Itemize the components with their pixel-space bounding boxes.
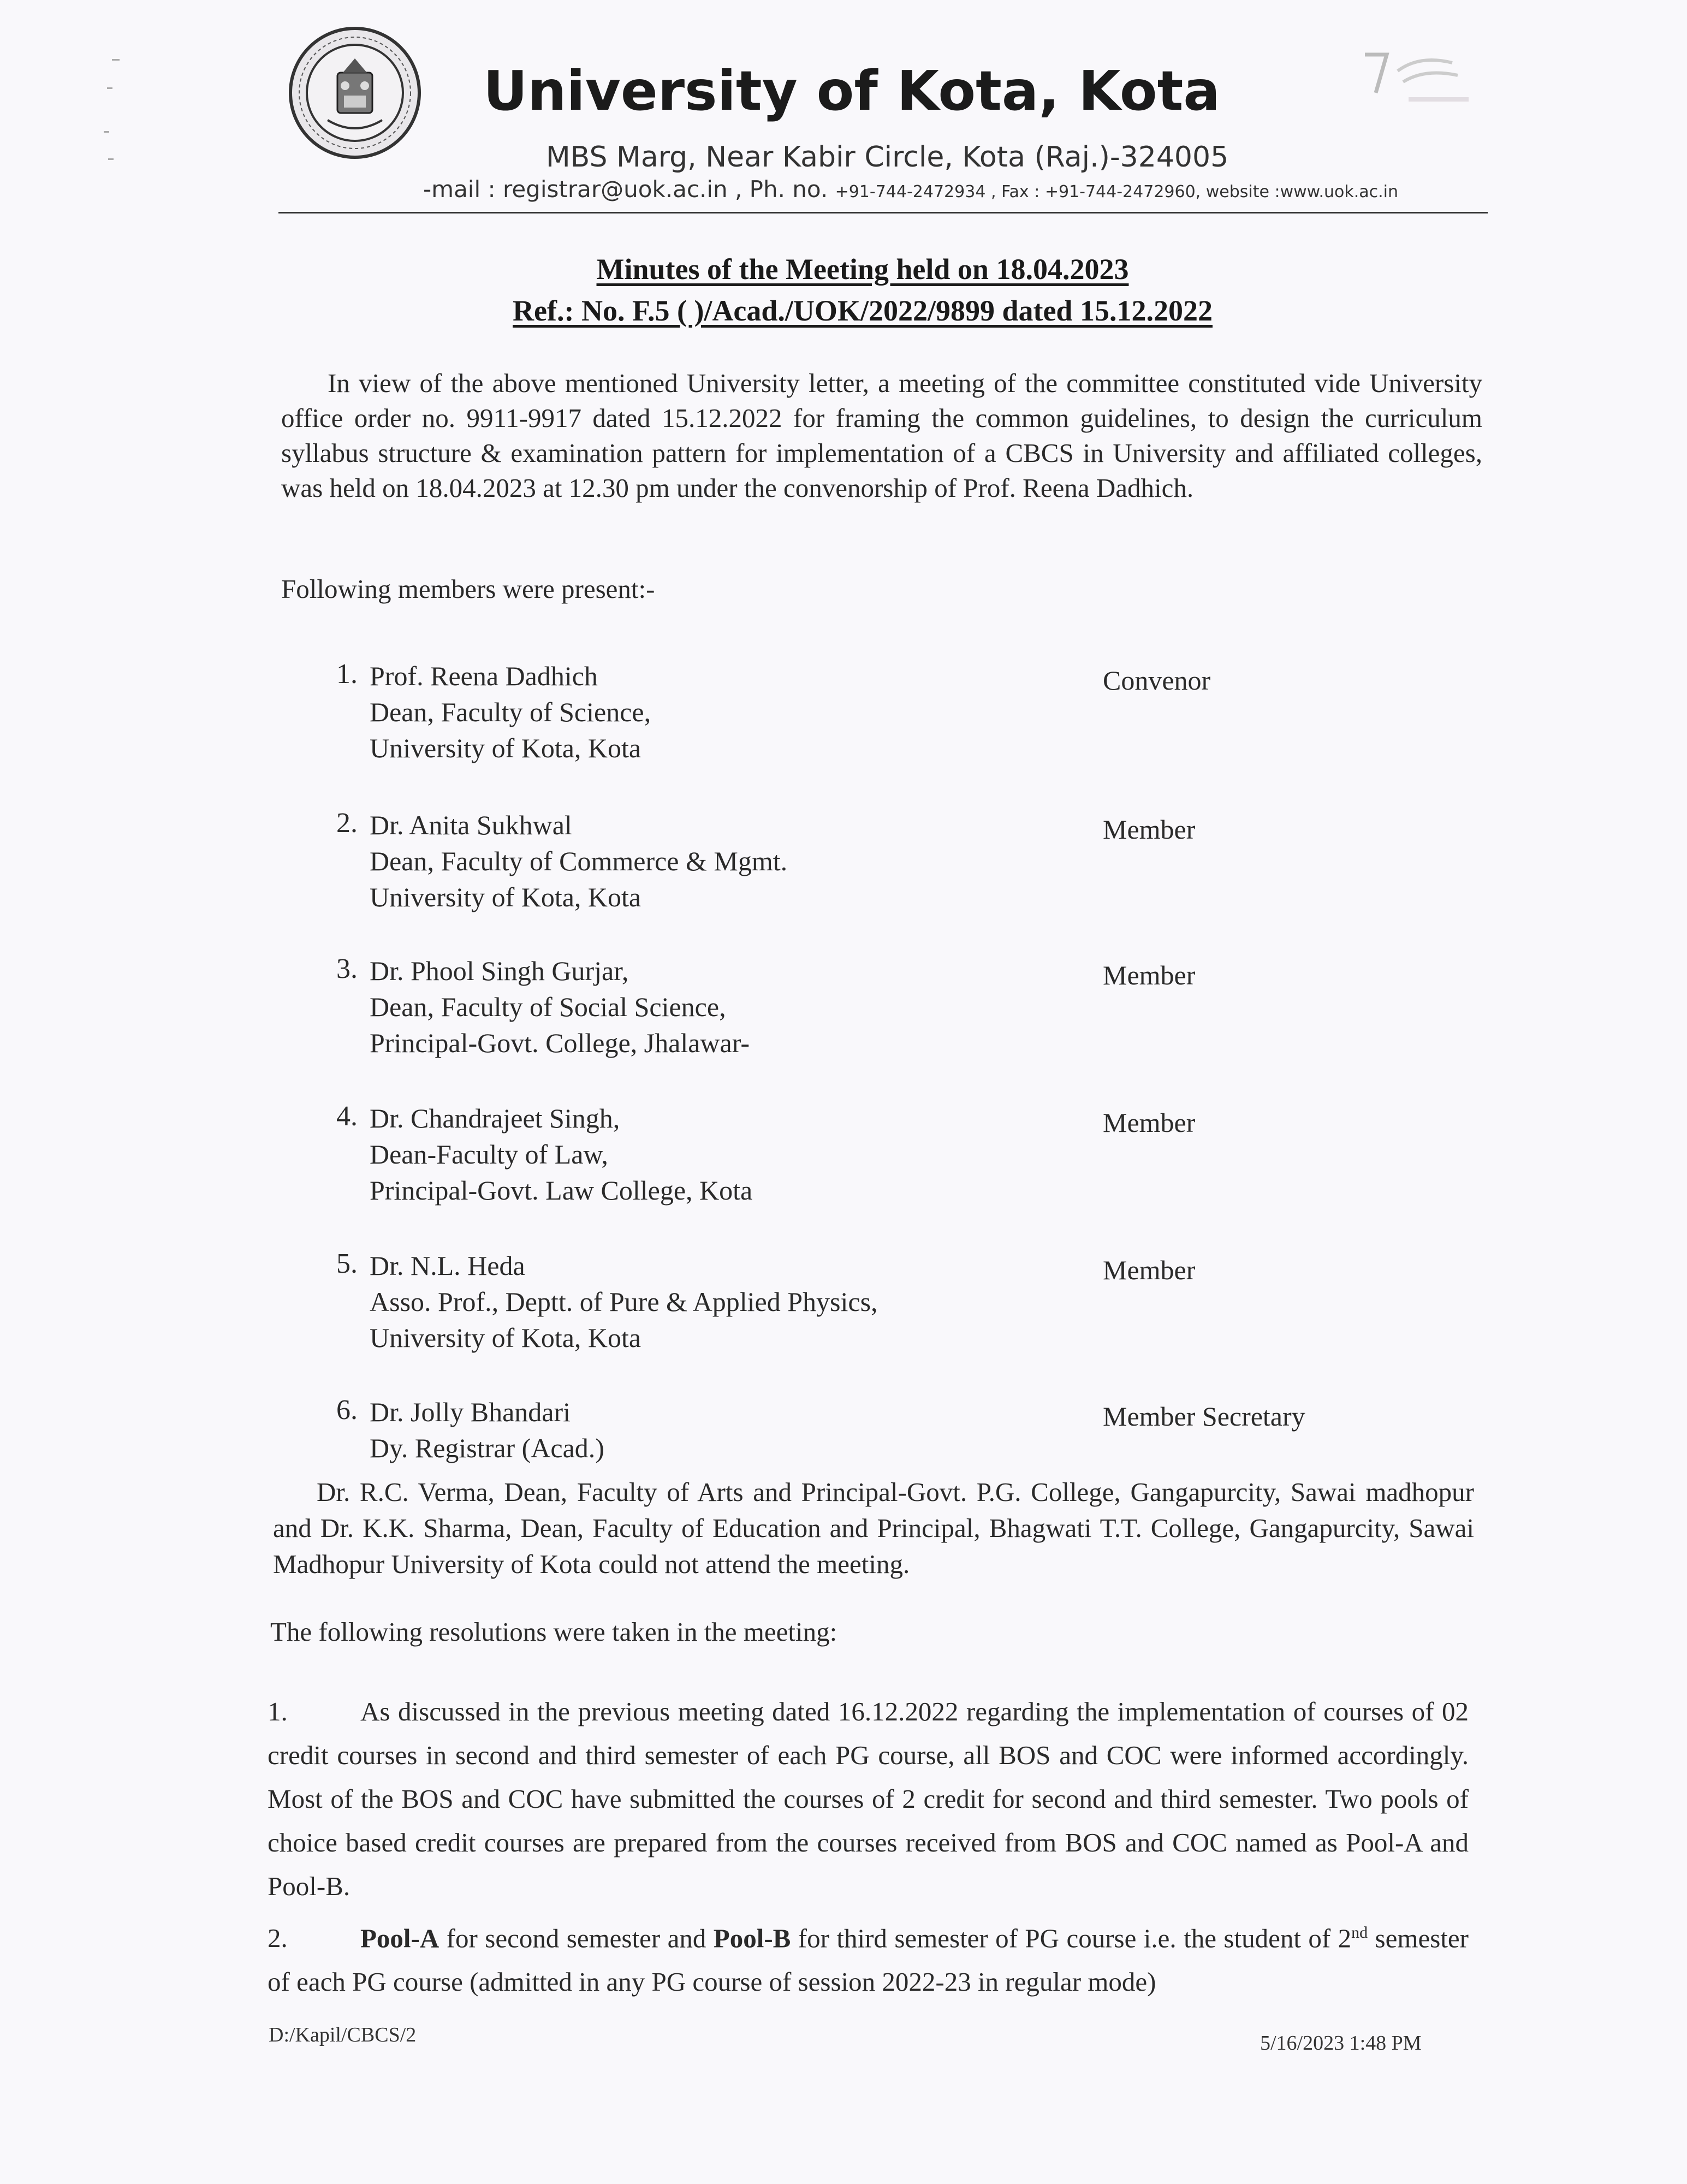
resolution-2: [268, 1911, 1469, 2004]
pool-a-label: Pool-A: [360, 1923, 439, 1954]
contact-email: -mail : registrar@uok.ac.in , Ph. no.: [423, 176, 828, 203]
member-affiliation: University of Kota, Kota: [370, 733, 641, 763]
member-name: Dr. N.L. Heda: [370, 1250, 525, 1281]
member-number: 2.: [336, 808, 358, 839]
member-role: Member: [1103, 1255, 1196, 1285]
member-entry: [319, 1248, 1520, 1384]
member-affiliation: University of Kota, Kota: [370, 1322, 641, 1353]
member-role: Member: [1103, 1107, 1196, 1138]
member-name: Prof. Reena Dadhich: [370, 661, 598, 691]
ordinal-suffix: nd: [1351, 1924, 1368, 1942]
member-entry: [319, 807, 1520, 943]
member-number: 1.: [336, 658, 358, 690]
resolution-number: 1.: [268, 1696, 288, 1726]
resolution-text-part: semester of each PG course (admitted in any PG course of session 2022-23 in regular mode): [268, 1923, 1469, 1997]
contact-line: [423, 176, 1398, 203]
member-designation: Dean, Faculty of Social Science,: [370, 992, 726, 1022]
resolution-number: 2.: [268, 1923, 288, 1954]
member-name: Dr. Phool Singh Gurjar,: [370, 956, 629, 986]
member-affiliation: Principal-Govt. Law College, Kota: [370, 1175, 753, 1206]
resolution-text-part: for third semester of PG course i.e. the student of 2: [791, 1923, 1352, 1954]
member-role: Member: [1103, 814, 1196, 845]
member-designation: Dean, Faculty of Commerce & Mgmt.: [370, 846, 788, 876]
member-designation: Dy. Registrar (Acad.): [370, 1433, 604, 1463]
resolution-text-part: for second semester and: [439, 1923, 714, 1954]
member-designation: Asso. Prof., Deptt. of Pure & Applied Physics,: [370, 1286, 878, 1317]
member-number: 3.: [336, 953, 358, 984]
member-number: 6.: [336, 1394, 358, 1426]
members-present-label: Following members were present:-: [281, 574, 655, 604]
university-name: University of Kota, Kota: [483, 59, 1220, 123]
member-number: 5.: [336, 1248, 358, 1279]
member-role: Member Secretary: [1103, 1401, 1305, 1432]
member-number: 4.: [336, 1101, 358, 1132]
pool-b-label: Pool-B: [713, 1923, 791, 1954]
member-entry: [319, 1100, 1520, 1237]
member-affiliation: Principal-Govt. College, Jhalawar-: [370, 1028, 750, 1058]
scan-mark: [107, 87, 112, 89]
resolutions-heading: The following resolutions were taken in the meeting:: [270, 1617, 837, 1647]
scan-mark: [108, 158, 114, 160]
minutes-title: Minutes of the Meeting held on 18.04.2023: [596, 253, 1129, 286]
member-designation: Dean-Faculty of Law,: [370, 1139, 608, 1170]
resolution-1: [268, 1690, 1469, 1908]
university-address: MBS Marg, Near Kabir Circle, Kota (Raj.)-324005: [545, 141, 1229, 174]
footer-timestamp: 5/16/2023 1:48 PM: [1260, 2032, 1422, 2055]
member-role: Convenor: [1103, 665, 1211, 696]
member-role: Member: [1103, 960, 1196, 990]
resolution-text: As discussed in the previous meeting dated 16.12.2022 regarding the implementation of courses of 02 credit courses in second and third semester of each PG course, all BOS and COC were informed accordingly. Most of the BOS and COC have submitted the courses of 2 credit for second and third semester. Two pools of choice based credit courses are prepared from the courses received from BOS and COC named as Pool-A and Pool-B.: [268, 1696, 1469, 1901]
footer-file-path: D:/Kapil/CBCS/2: [269, 2023, 417, 2046]
scan-mark: [104, 131, 109, 133]
member-name: Dr. Anita Sukhwal: [370, 810, 572, 840]
intro-paragraph: In view of the above mentioned University letter, a meeting of the committee constituted vide University office order no. 9911-9917 dated 15.12.2022 for framing the common guidelines, to design the curriculum syllabus structure & examination pattern for implementation of a CBCS in University and affiliated colleges, was held on 18.04.2023 at 12.30 pm under the convenorship of Prof. Reena Dadhich.: [281, 368, 1482, 503]
member-designation: Dean, Faculty of Science,: [370, 697, 651, 727]
contact-phone-fax-website: +91-744-2472934 , Fax : +91-744-2472960, website :www.uok.ac.in: [835, 182, 1399, 201]
member-entry: [319, 658, 1520, 794]
reference-line: Ref.: No. F.5 ( )/Acad./UOK/2022/9899 dated 15.12.2022: [513, 294, 1213, 327]
header-divider: [278, 212, 1488, 213]
scan-mark: [112, 59, 120, 61]
member-affiliation: University of Kota, Kota: [370, 882, 641, 912]
member-name: Dr. Chandrajeet Singh,: [370, 1103, 620, 1133]
member-entry: [319, 953, 1520, 1089]
member-name: Dr. Jolly Bhandari: [370, 1397, 571, 1427]
absent-members-paragraph: Dr. R.C. Verma, Dean, Faculty of Arts and Principal-Govt. P.G. College, Gangapurcity, Sawai madhopur and Dr. K.K. Sharma, Dean, Faculty of Education and Principal, Bhagwati T.T. College, Gangapurcity, Sawai Madhopur University of Kota could not attend the meeting.: [273, 1477, 1474, 1579]
